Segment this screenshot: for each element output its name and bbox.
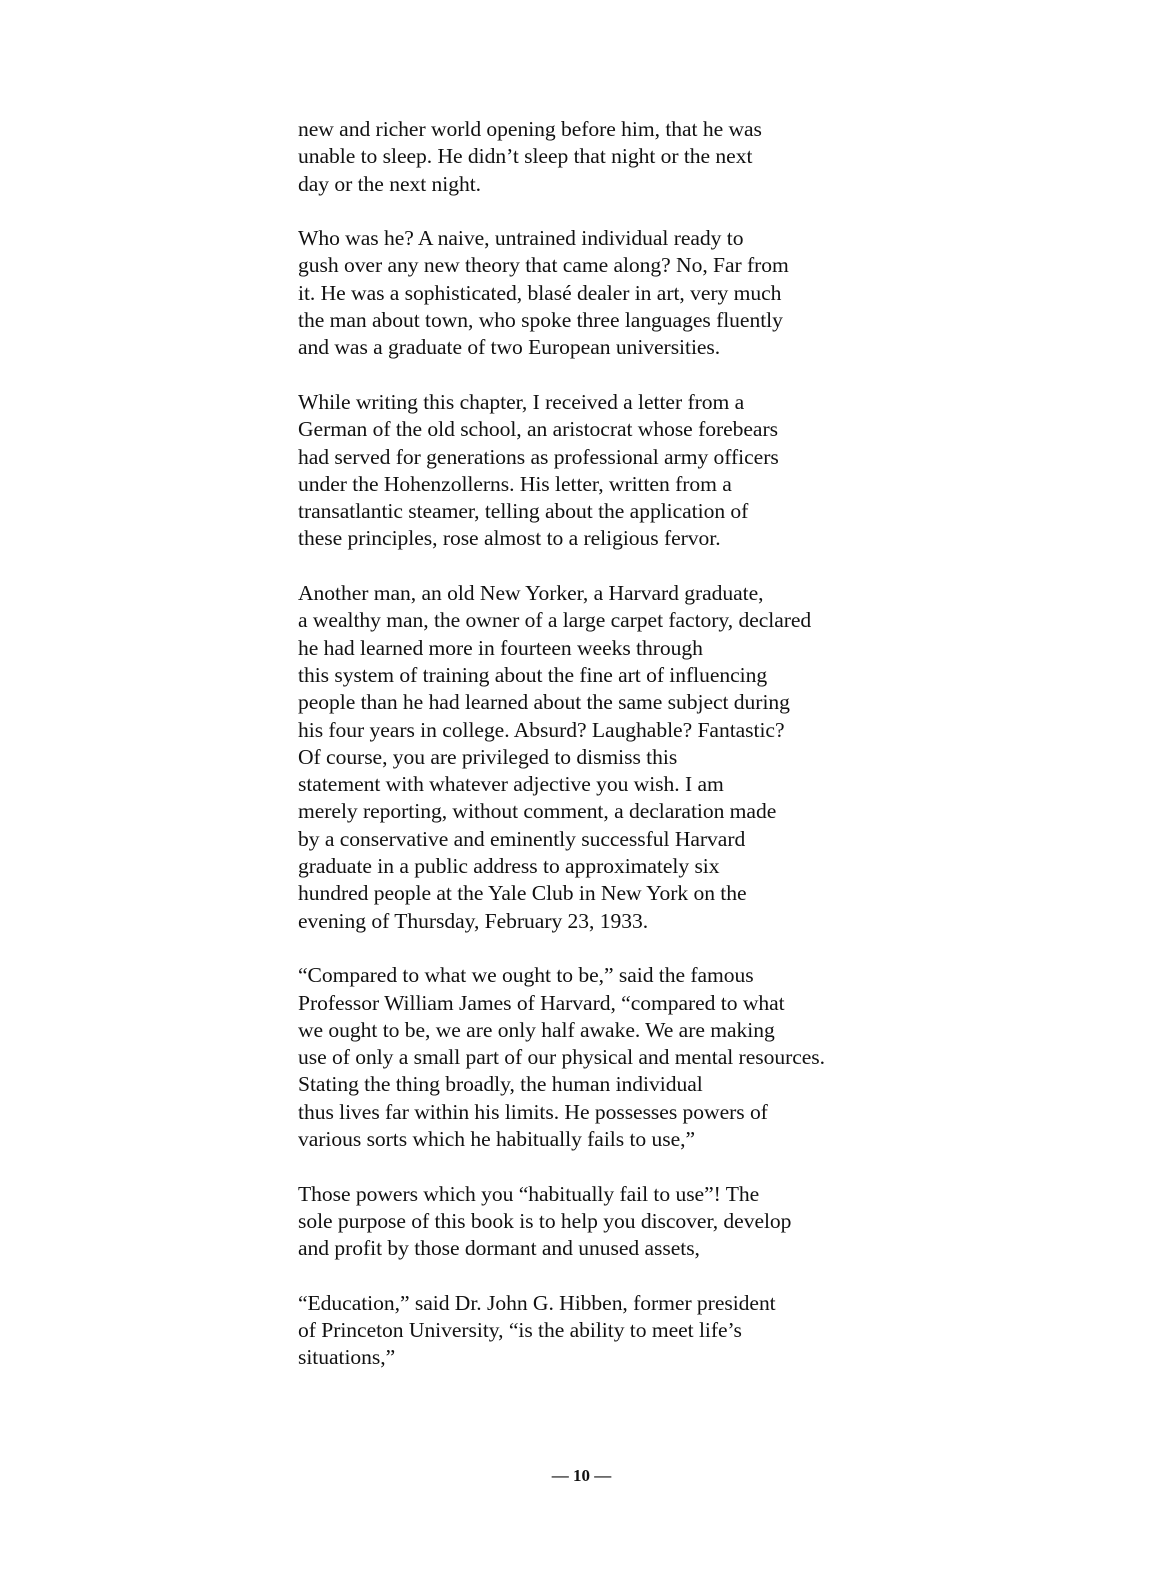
text-line: hundred people at the Yale Club in New York on the: [298, 881, 747, 906]
paragraph-7: [298, 1290, 918, 1372]
text-line: merely reporting, without comment, a declaration made: [298, 799, 777, 824]
text-line: and was a graduate of two European universities.: [298, 335, 721, 360]
text-line: it. He was a sophisticated, blasé dealer in art, very much: [298, 280, 782, 305]
text-line: statement with whatever adjective you wish. I am: [298, 772, 724, 797]
text-line: Professor William James of Harvard, “compared to what: [298, 990, 785, 1015]
page-number: — 10 —: [551, 1466, 612, 1485]
text-line: day or the next night.: [298, 171, 482, 196]
text-line: and profit by those dormant and unused assets,: [298, 1236, 700, 1261]
body-text: [298, 116, 918, 1399]
text-line: had served for generations as professional army officers: [298, 444, 779, 469]
text-line: gush over any new theory that came along? No, Far from: [298, 253, 789, 278]
text-line: new and richer world opening before him, that he was: [298, 117, 762, 141]
text-line: thus lives far within his limits. He possesses powers of: [298, 1099, 768, 1124]
text-line: evening of Thursday, February 23, 1933.: [298, 908, 649, 933]
text-line: Stating the thing broadly, the human individual: [298, 1072, 703, 1097]
text-line: this system of training about the fine art of influencing: [298, 662, 768, 687]
text-line: he had learned more in fourteen weeks through: [298, 635, 703, 660]
text-line: we ought to be, we are only half awake. We are making: [298, 1017, 775, 1042]
text-line: these principles, rose almost to a religious fervor.: [298, 526, 721, 551]
text-line: German of the old school, an aristocrat whose forebears: [298, 417, 778, 442]
text-line: transatlantic steamer, telling about the application of: [298, 499, 749, 524]
paragraph-5: [298, 962, 918, 1153]
text-line: under the Hohenzollerns. His letter, written from a: [298, 471, 732, 496]
text-line: use of only a small part of our physical and mental resources.: [298, 1045, 825, 1070]
text-line: the man about town, who spoke three languages fluently: [298, 308, 783, 333]
text-line: Those powers which you “habitually fail to use”! The: [298, 1181, 760, 1206]
text-line: graduate in a public address to approximately six: [298, 854, 720, 879]
text-line: various sorts which he habitually fails to use,”: [298, 1126, 696, 1151]
text-line: by a conservative and eminently successful Harvard: [298, 826, 746, 851]
text-line: sole purpose of this book is to help you discover, develop: [298, 1208, 792, 1233]
text-line: Another man, an old New Yorker, a Harvard graduate,: [298, 581, 764, 606]
text-line: his four years in college. Absurd? Laughable? Fantastic?: [298, 717, 785, 742]
text-line: “Compared to what we ought to be,” said the famous: [298, 963, 754, 988]
text-line: While writing this chapter, I received a letter from a: [298, 389, 745, 414]
text-line: of Princeton University, “is the ability to meet life’s: [298, 1318, 742, 1343]
text-line: Who was he? A naive, untrained individual ready to: [298, 226, 744, 251]
paragraph-6: [298, 1181, 918, 1263]
paragraph-3: [298, 389, 918, 553]
text-line: people than he had learned about the same subject during: [298, 690, 790, 715]
text-line: unable to sleep. He didn’t sleep that night or the next: [298, 144, 753, 169]
paragraph-1: [298, 116, 918, 198]
paragraph-4: [298, 580, 918, 935]
text-line: a wealthy man, the owner of a large carpet factory, declared: [298, 608, 812, 633]
text-line: situations,”: [298, 1345, 396, 1370]
text-line: Of course, you are privileged to dismiss this: [298, 744, 678, 769]
paragraph-2: [298, 225, 918, 361]
text-line: “Education,” said Dr. John G. Hibben, former president: [298, 1290, 776, 1315]
